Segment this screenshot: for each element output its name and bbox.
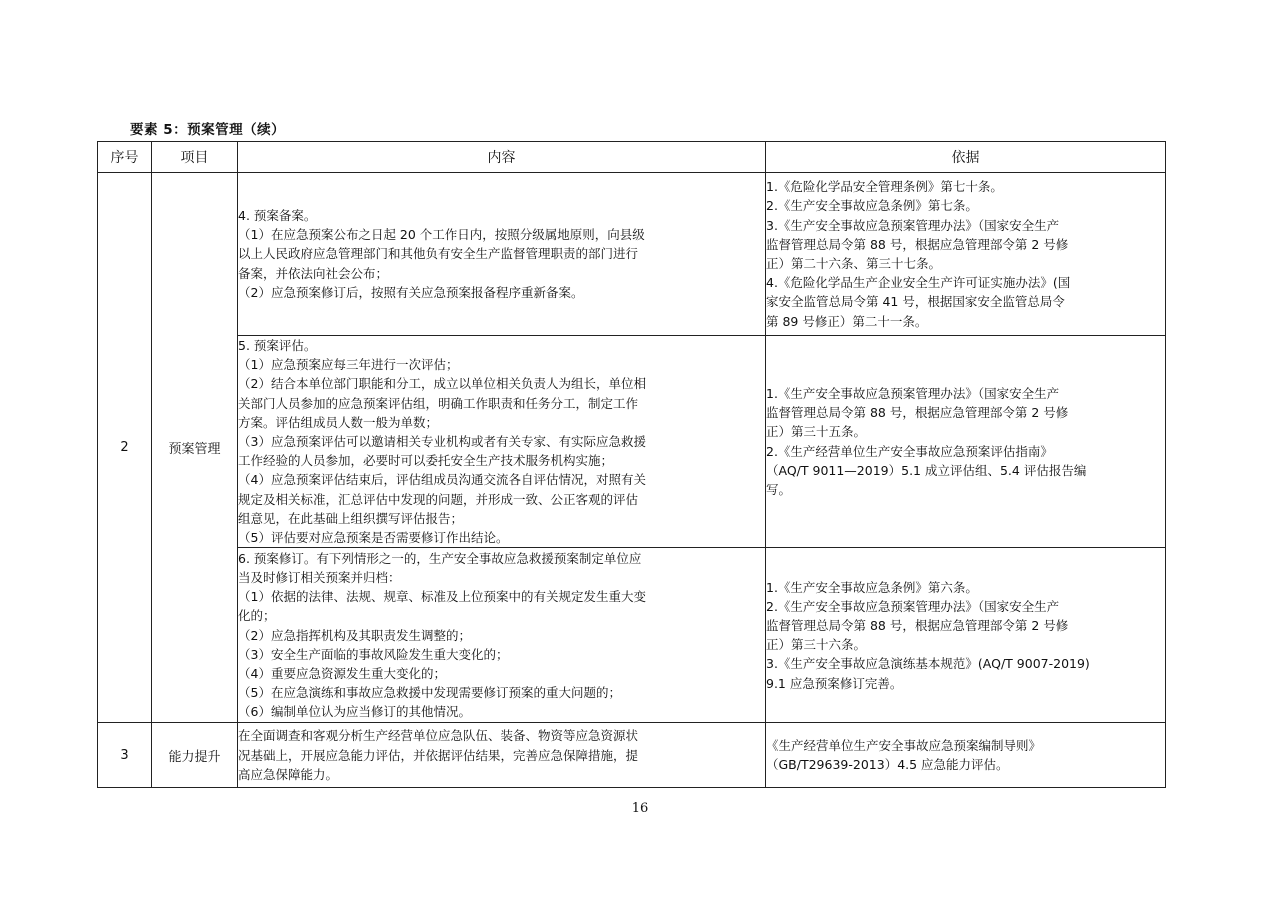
basis-line: 1.《危险化学品安全管理条例》第七十条。 [766, 179, 1003, 195]
content-line: 在全面调查和客观分析生产经营单位应急队伍、装备、物资等应急资源状 [238, 728, 639, 744]
content-line: （2）应急预案修订后，按照有关应急预案报备程序重新备案。 [238, 284, 584, 300]
content-line: 当及时修订相关预案并归档： [238, 570, 401, 586]
content-line: 5. 预案评估。 [238, 338, 317, 353]
basis-cell [766, 723, 1166, 788]
basis-line: 4.《危险化学品生产企业安全生产许可证实施办法》(国 [766, 275, 1071, 291]
content-cell [238, 173, 766, 336]
content-line: （5）评估要对应急预案是否需要修订作出结论。 [238, 530, 509, 546]
table-header-row [98, 142, 1166, 173]
header-content: 内容 [238, 142, 766, 173]
content-line: （6）编制单位认为应当修订的其他情况。 [238, 704, 471, 720]
basis-line: 1.《生产安全事故应急预案管理办法》（国家安全生产 [766, 386, 1060, 401]
header-basis: 依据 [766, 142, 1166, 173]
basis-line: 家安全监管总局令第 41 号，根据国家安全监管总局令 [766, 294, 1065, 310]
content-line: （3）安全生产面临的事故风险发生重大变化的； [238, 646, 509, 662]
basis-cell [766, 336, 1166, 548]
table-row [98, 173, 1166, 336]
content-line: （3）应急预案评估可以邀请相关专业机构或者有关专家、有实际应急救援 [238, 434, 646, 450]
basis-line: 2.《生产安全事故应急预案管理办法》（国家安全生产 [766, 598, 1060, 614]
content-cell [238, 548, 766, 723]
basis-line: 监督管理总局令第 88 号，根据应急管理部令第 2 号修 [766, 405, 1069, 421]
content-line: 高应急保障能力。 [238, 766, 339, 782]
table-row [98, 548, 1166, 723]
basis-cell [766, 173, 1166, 336]
basis-line: 2.《生产经营单位生产安全事故应急预案评估指南》 [766, 443, 1053, 459]
content-line: （4）应急预案评估结束后，评估组成员沟通交流各自评估情况，对照有关 [238, 472, 646, 488]
basis-line: 监督管理总局令第 88 号，根据应急管理部令第 2 号修 [766, 618, 1069, 634]
basis-line: 正）第三十六条。 [766, 637, 867, 653]
basis-line: 2.《生产安全事故应急条例》第七条。 [766, 198, 978, 214]
basis-line: 3.《生产安全事故应急演练基本规范》(AQ/T 9007-2019) [766, 656, 1090, 672]
content-line: 组意见，在此基础上组织撰写评估报告； [238, 510, 464, 526]
table-row [98, 336, 1166, 548]
content-line: （4）重要应急资源发生重大变化的； [238, 666, 446, 682]
content-line: （1）应急预案应每三年进行一次评估； [238, 357, 459, 373]
item-cell: 能力提升 [152, 723, 238, 788]
basis-line: 《生产经营单位生产安全事故应急预案编制导则》 [766, 738, 1042, 754]
content-line: 规定及相关标准，汇总评估中发现的问题，并形成一致、公正客观的评估 [238, 491, 639, 507]
content-line: 化的； [238, 608, 276, 624]
requirements-table [97, 141, 1166, 788]
basis-line: 监督管理总局令第 88 号，根据应急管理部令第 2 号修 [766, 236, 1069, 252]
seq-cell: 2 [98, 173, 152, 723]
content-cell [238, 723, 766, 788]
section-title: 要素 5：预案管理（续） [130, 122, 286, 138]
content-line: 况基础上，开展应急能力评估，并依据评估结果，完善应急保障措施，提 [238, 747, 639, 763]
seq-cell: 3 [98, 723, 152, 788]
content-line: （1）依据的法律、法规、规章、标准及上位预案中的有关规定发生重大变 [238, 589, 646, 605]
basis-line: 写。 [766, 482, 792, 498]
page-number: 16 [631, 801, 649, 816]
content-line: 6. 预案修订。有下列情形之一的，生产安全事故应急救援预案制定单位应 [238, 550, 642, 566]
content-line: 方案。评估组成员人数一般为单数； [238, 414, 439, 430]
content-line: （2）结合本单位部门职能和分工，成立以单位相关负责人为组长，单位相 [238, 376, 646, 392]
basis-cell [766, 548, 1166, 723]
basis-line: （GB/T29639-2013）4.5 应急能力评估。 [766, 757, 1009, 773]
item-cell: 预案管理 [152, 173, 238, 723]
header-seq: 序号 [98, 142, 152, 173]
content-line: 4. 预案备案。 [238, 207, 317, 223]
header-item: 项目 [152, 142, 238, 173]
content-line: （1）在应急预案公布之日起 20 个工作日内，按照分级属地原则，向县级 [238, 227, 645, 243]
basis-line: 正）第二十六条、第三十七条。 [766, 256, 942, 271]
content-line: 工作经验的人员参加，必要时可以委托安全生产技术服务机构实施； [238, 453, 614, 469]
table-row [98, 723, 1166, 788]
basis-line: 9.1 应急预案修订完善。 [766, 675, 903, 691]
content-line: （5）在应急演练和事故应急救援中发现需要修订预案的重大问题的； [238, 685, 621, 701]
content-line: 关部门人员参加的应急预案评估组，明确工作职责和任务分工，制定工作 [238, 395, 639, 411]
content-line: （2）应急指挥机构及其职责发生调整的； [238, 627, 471, 643]
content-cell [238, 336, 766, 548]
content-line: 以上人民政府应急管理部门和其他负有安全生产监督管理职责的部门进行 [238, 246, 639, 262]
basis-line: 第 89 号修正）第二十一条。 [766, 313, 928, 329]
basis-line: 1.《生产安全事故应急条例》第六条。 [766, 579, 978, 595]
basis-line: 正）第三十五条。 [766, 424, 867, 440]
basis-line: （AQ/T 9011—2019）5.1 成立评估组、5.4 评估报告编 [766, 462, 1087, 478]
content-line: 备案，并依法向社会公布； [238, 265, 389, 281]
basis-line: 3.《生产安全事故应急预案管理办法》（国家安全生产 [766, 217, 1060, 233]
